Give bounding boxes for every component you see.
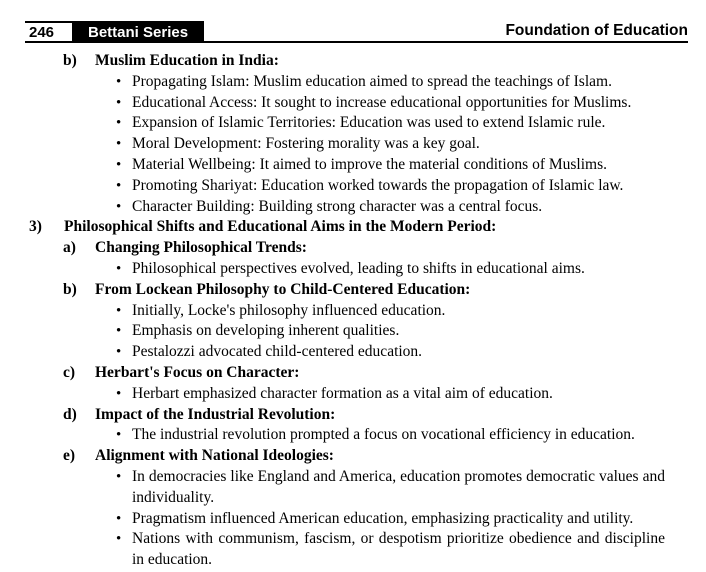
item-label: e): [63, 447, 76, 465]
bullet-text: Pragmatism influenced American education, emphasizing practicality and utility.: [132, 509, 634, 527]
bullet-item: [25, 72, 665, 93]
bullet-text: The industrial revolution prompted a focus on vocational efficiency in education.: [132, 426, 635, 444]
bullet-item: [25, 529, 665, 571]
bullet-text: Character Building: Building strong character was a central focus.: [132, 197, 543, 215]
heading-item: [25, 238, 665, 259]
bullet-icon: •: [116, 177, 122, 194]
item-label: d): [63, 405, 77, 423]
bullet-item: [25, 259, 665, 280]
series-label-badge: Bettani Series: [72, 21, 204, 41]
bullet-item: [25, 113, 665, 134]
bullet-icon: •: [116, 510, 122, 527]
item-heading: From Lockean Philosophy to Child-Centered Education:: [95, 280, 471, 298]
bullet-item: [25, 93, 665, 114]
bullet-icon: •: [116, 136, 122, 153]
page-header: [25, 21, 688, 43]
bullet-item: [25, 509, 665, 530]
bullet-icon: •: [116, 94, 122, 111]
bullet-text: Educational Access: It sought to increase educational opportunities for Muslims.: [132, 93, 632, 111]
bullet-text: Initially, Locke's philosophy influenced education.: [132, 301, 446, 319]
bullet-item: [25, 134, 665, 155]
item-label: b): [63, 280, 77, 298]
bullet-icon: •: [116, 115, 122, 132]
bullet-icon: •: [116, 156, 122, 173]
item-heading: Impact of the Industrial Revolution:: [95, 405, 336, 423]
bullet-icon: •: [116, 302, 122, 319]
bullet-item: [25, 321, 665, 342]
bullet-item: [25, 342, 665, 363]
heading-item: [25, 217, 665, 238]
page-header-row: [25, 21, 688, 41]
bullet-text: Expansion of Islamic Territories: Education was used to extend Islamic rule.: [132, 114, 606, 132]
content-list: [0, 43, 665, 571]
heading-item: [25, 280, 665, 301]
bullet-item: [25, 301, 665, 322]
bullet-text: Pestalozzi advocated child-centered education.: [132, 343, 423, 361]
bullet-text: Moral Development: Fostering morality was a key goal.: [132, 135, 480, 153]
item-label: a): [63, 239, 76, 257]
item-heading: Herbart's Focus on Character:: [95, 363, 300, 381]
bullet-text: Nations with communism, fascism, or despotism prioritize obedience and discipline in education.: [132, 530, 665, 569]
heading-item: [25, 446, 665, 467]
heading-item: [25, 51, 665, 72]
item-label: b): [63, 52, 77, 69]
page-number: 246: [25, 21, 72, 41]
item-heading: Philosophical Shifts and Educational Aims in the Modern Period:: [64, 218, 497, 236]
book-title: Foundation of Education: [505, 22, 688, 39]
item-heading: Alignment with National Ideologies:: [95, 447, 334, 465]
bullet-icon: •: [116, 427, 122, 444]
item-label: 3): [29, 218, 42, 236]
heading-item: [25, 363, 665, 384]
bullet-text: Material Wellbeing: It aimed to improve the material conditions of Muslims.: [132, 155, 607, 173]
bullet-icon: •: [116, 198, 122, 215]
bullet-item: [25, 176, 665, 197]
bullet-text: Emphasis on developing inherent qualities.: [132, 322, 400, 340]
header-spacer: [204, 21, 505, 41]
bullet-item: [25, 384, 665, 405]
bullet-item: [25, 197, 665, 218]
bullet-text: In democracies like England and America, education promotes democratic values and individuality.: [132, 467, 665, 506]
bullet-item: [25, 467, 665, 509]
bullet-icon: •: [116, 468, 122, 485]
bullet-icon: •: [116, 73, 122, 90]
item-heading: Changing Philosophical Trends:: [95, 239, 307, 257]
bullet-icon: •: [116, 531, 122, 548]
bullet-icon: •: [116, 260, 122, 277]
heading-item: [25, 405, 665, 426]
bullet-icon: •: [116, 385, 122, 402]
item-heading: Muslim Education in India:: [95, 52, 279, 69]
bullet-item: [25, 425, 665, 446]
bullet-text: Philosophical perspectives evolved, leading to shifts in educational aims.: [132, 259, 585, 277]
item-label: c): [63, 363, 76, 381]
bullet-text: Herbart emphasized character formation as a vital aim of education.: [132, 384, 553, 402]
bullet-text: Promoting Shariyat: Education worked towards the propagation of Islamic law.: [132, 176, 624, 194]
bullet-icon: •: [116, 344, 122, 361]
bullet-item: [25, 155, 665, 176]
bullet-icon: •: [116, 323, 122, 340]
bullet-text: Propagating Islam: Muslim education aimed to spread the teachings of Islam.: [132, 72, 612, 90]
